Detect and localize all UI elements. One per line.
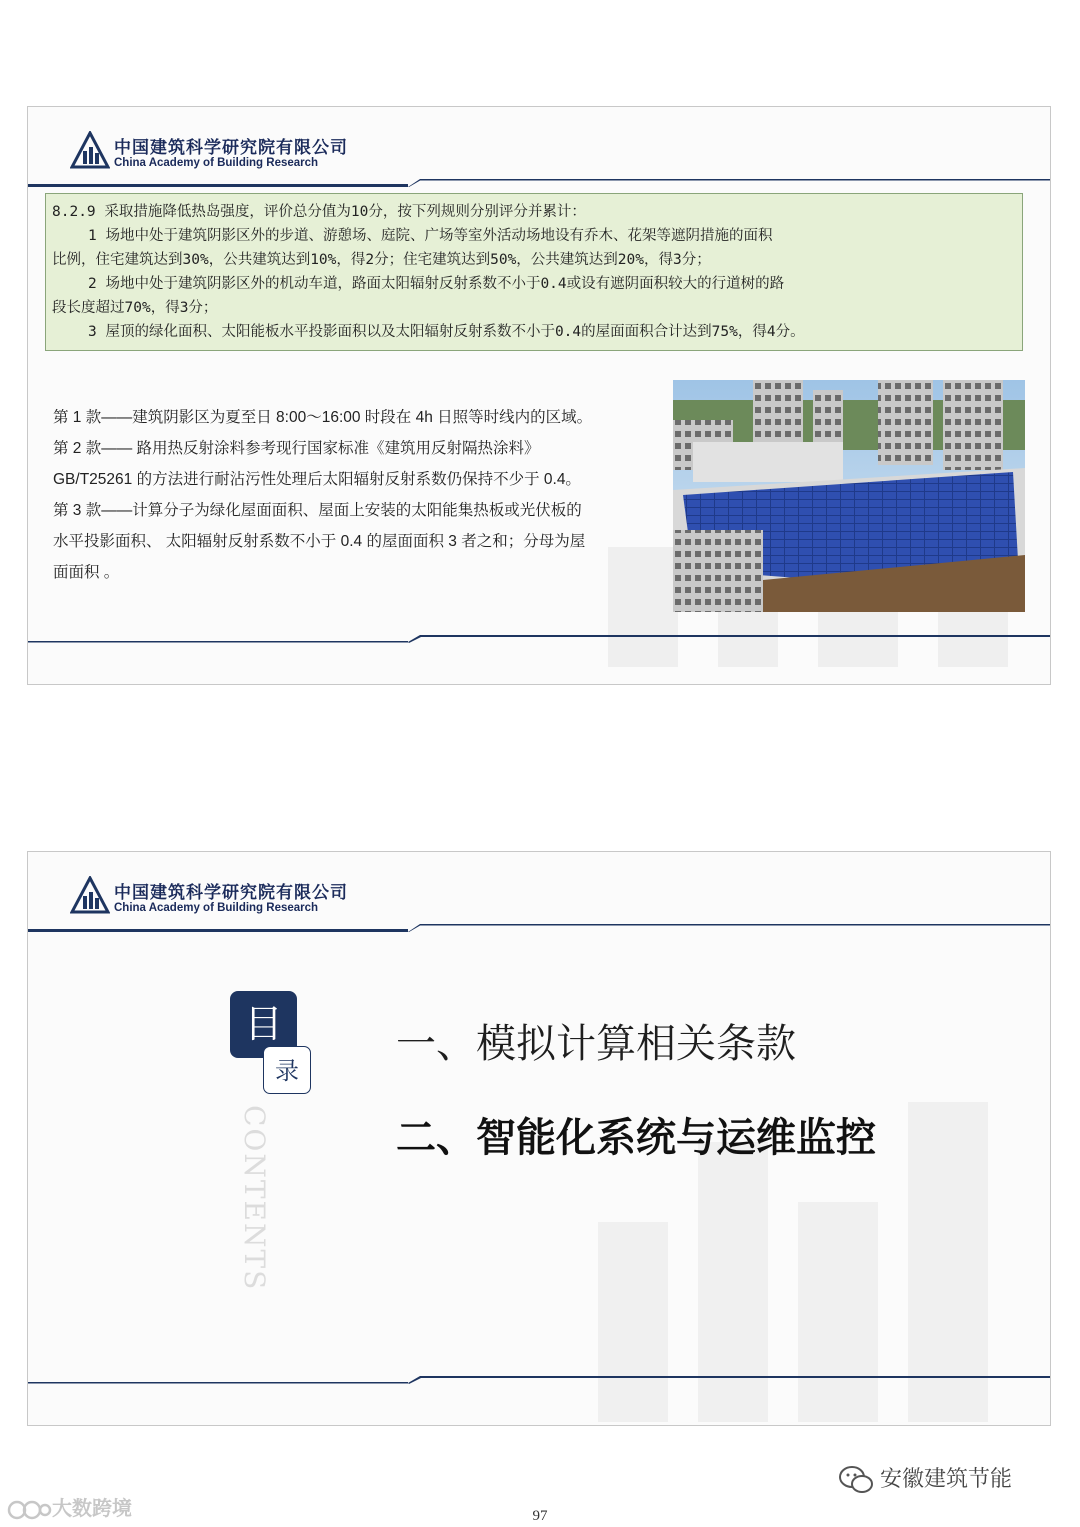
watermark-text: 大数跨境 xyxy=(52,1496,132,1520)
note-line: 水平投影面积、 太阳辐射反射系数不小于 0.4 的屋面面积 3 者之和；分母为屋 xyxy=(53,533,586,550)
clause-line: 2 场地中处于建筑阴影区外的机动车道，路面太阳辐射反射系数不小于0.4或设有遮阴面积较大的行道树的路 xyxy=(88,276,785,292)
slide-heat-island xyxy=(27,106,1051,685)
toc-item-1: 一、模拟计算相关条款 xyxy=(396,1021,796,1067)
clause-line: 段长度超过70%，得3分； xyxy=(52,300,218,316)
note-line: 面面积 。 xyxy=(53,564,120,581)
clause-line: 8.2.9 采取措施降低热岛强度，评价总分值为10分，按下列规则分别评分并累计： xyxy=(52,204,586,220)
contents-badge-mu: 目 xyxy=(230,991,297,1058)
wechat-account-name: 安徽建筑节能 xyxy=(880,1467,1013,1492)
contents-badge-lu: 录 xyxy=(263,1046,311,1094)
standard-clause-box xyxy=(45,193,1023,351)
wechat-account-label xyxy=(838,1462,1012,1498)
clause-line: 比例，住宅建筑达到30%，公共建筑达到10%，得2分；住宅建筑达到50%，公共建筑达到20%，得3分； xyxy=(52,252,711,268)
slide-header xyxy=(28,852,1050,932)
note-line: 第 1 款——建筑阴影区为夏至日 8:00～16:00 时段在 4h 日照等时线内的区域。 xyxy=(53,409,593,426)
footer-divider xyxy=(28,633,1050,643)
header-divider xyxy=(28,179,1050,189)
wechat-icon xyxy=(838,1465,874,1495)
note-line: GB/T25261 的方法进行耐沾污性处理后太阳辐射反射系数仍保持不少于 0.4。 xyxy=(53,471,581,488)
cabr-logo-icon xyxy=(70,876,110,916)
org-name-cn: 中国建筑科学研究院有限公司 xyxy=(114,138,348,158)
org-name-en: China Academy of Building Research xyxy=(114,902,319,914)
org-name-cn: 中国建筑科学研究院有限公司 xyxy=(114,883,348,903)
slide-contents xyxy=(27,851,1051,1426)
explanation-notes xyxy=(53,402,663,588)
clause-line: 3 屋顶的绿化面积、太阳能板水平投影面积以及太阳辐射反射系数不小于0.4的屋面面积合计达到75%，得4分。 xyxy=(88,324,805,340)
clause-line: 1 场地中处于建筑阴影区外的步道、游憩场、庭院、广场等室外活动场地设有乔木、花架等遮阴措施的面积 xyxy=(88,228,773,244)
contents-vertical-label: CONTENTS xyxy=(238,1105,271,1292)
note-line: 第 2 款—— 路用热反射涂料参考现行国家标准《建筑用反射隔热涂料》 xyxy=(53,440,540,457)
cabr-logo-icon xyxy=(70,131,110,171)
solar-roof-photo xyxy=(673,380,1025,612)
org-name-en: China Academy of Building Research xyxy=(114,157,319,169)
note-line: 第 3 款——计算分子为绿化屋面面积、屋面上安装的太阳能集热板或光伏板的 xyxy=(53,502,582,519)
slide-header xyxy=(28,107,1050,187)
toc-item-2: 二、智能化系统与运维监控 xyxy=(396,1115,876,1161)
footer-divider xyxy=(28,1374,1050,1384)
header-divider xyxy=(28,924,1050,934)
page-number: 97 xyxy=(532,1508,548,1524)
